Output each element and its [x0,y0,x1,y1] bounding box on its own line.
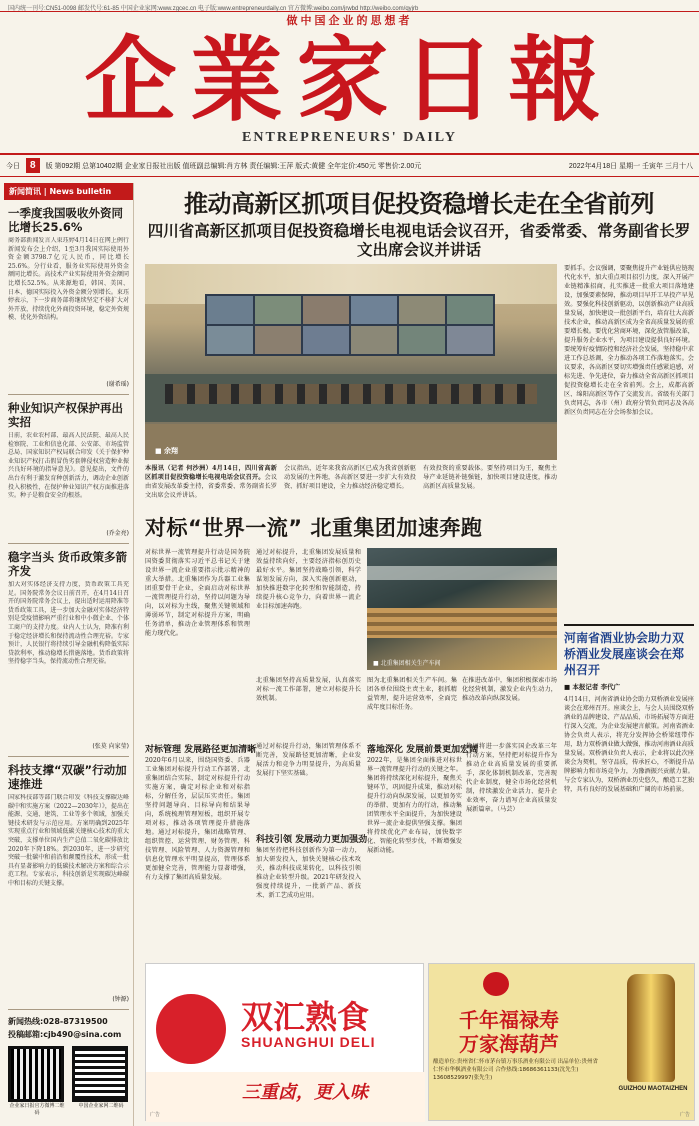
bulletin-author-4: (钟源) [112,996,129,1003]
story2-sign: （马芸） [496,806,519,813]
bulletin-body-3 [8,581,129,741]
news-bulletin-sidebar [4,183,134,1126]
qr-code-icon[interactable] [8,1046,64,1102]
top-info-line: 国内统一刊号:CN51-0098 邮发代号:61-85 中国企业家网:www.zgcec.cn 电子版:www.entrepreneurdaily.cn 官方微博:weibo.com/jrwbd http://weibo.com/qyjrb [0,0,699,12]
factory-photo [367,548,557,670]
advertisement-maotaizhen[interactable] [428,963,695,1121]
bulletin-body-2 [8,432,129,528]
masthead-english: ENTREPRENEURS' DAILY [242,130,457,145]
page-number: 8 [26,158,40,173]
story3-byline: ■ 本报记者 李代广 [564,683,621,691]
lead-subhead: 四川省高新区抓项目促投资稳增长电视电话会议召开，省委常委、常务副省长罗文出席会议并讲话 [147,222,691,259]
story3-body: 4月14日，河南省酒业协会助力双桥酒业发展座谈会在郑州召开。座谈会上，与会人员围绕双桥酒业的品牌建设、产品品质、市场拓展等方面进行深入交流，为企业发展建言献策。河南省酒业协会负责人表示，将充分发挥协会桥梁纽带作用，助力双桥酒业做大做强，推动河南酒业高质量发展。双桥酒业负责人表示，企业将以此次座谈会为契机，坚守品质，传承匠心，不断提升品牌影响力和市场竞争力，为豫酒振兴贡献力量。与会专家认为，双桥酒业历史悠久，酿造工艺独特，具有良好的发展基础和广阔的市场前景。 [564,696,694,793]
meeting-photo [145,264,557,460]
story2-body-col-8: 集团坚持把科技创新作为第一动力，加大研发投入，加快关键核心技术攻关，推动科技成果转化，以科技引领推动企业转型升级。2021年研发投入强度持续提升，一批新产品、新技术、新工艺成功应用。 [256,847,361,899]
story2-headline[interactable]: 对标“世界一流” 北重集团加速奔跑 [145,516,483,540]
bulletin-title-3: 稳字当头 货币政策多箭齐发 [8,550,128,578]
bottle-icon [627,974,675,1082]
bulletin-body-4 [8,794,129,994]
bulletin-title-2: 种业知识产权保护再出实招 [8,401,123,429]
divider [8,543,129,544]
story3-box [564,624,694,959]
divider [8,1009,129,1010]
qr-codes [8,1046,129,1116]
divider [8,394,129,395]
story2-section-2: 科技引领 发展动力更加强劲 [256,835,368,845]
ad2-title-1: 千年福禄寿 [459,1008,559,1032]
story2-body-col-10: 集团将进一步落实国企改革三年行动方案，坚持把对标提升作为推动企业高质量发展的重要抓手，深化体制机制改革，完善现代企业制度，健全市场化经营机制，持续激发企业活力、提升企业效率，奋力谱写企业高质量发展新篇章。（马芸） [466,743,557,813]
qr-label: 中国企业家网二维码 [78,1103,124,1109]
story2-body-col-4: 图为北重集团相关生产车间。集团各单位围绕主责主业，狠抓精益管理，提升运营效率，全面完成年度目标任务。 [367,677,457,711]
story2-body-col-7: 通过对标提升行动，集团管理体系不断完善，发展路径更加清晰，企业发展活力和竞争力明显提升，为高质量发展打下坚实基础。 [256,743,361,777]
story2-body-col-1: 对标世界一流管理提升行动是国务院国资委贯彻落实习近平总书记关于建设世界一流企业重要指示批示精神的重大举措。北重集团作为兵器工业集团重要骨干企业，全面启动对标世界一流管理提升行动，坚持以问题为导向，以对标为主线，聚焦关键领域和薄弱环节，制定对标提升方案，明确任务清单，推动企业管理体系和管理能力现代化。 [145,549,250,637]
bulletin-author-3: (张莫 向家莹) [92,743,129,750]
bulletin-author-2: (乔金亮) [106,530,129,537]
bulletin-title-1: 一季度我国吸收外资同比增长25.6% [8,206,123,234]
lead-body-col-3: 有效投资的重要载体。要坚持项目为王，聚焦主导产业延链补链强链，加快项目建设进度，推动高新区高质量发展。 [423,465,557,490]
lead-body-col-4: 要抓手。会议强调，要聚焦提升产业链供应链现代化水平，加大重点项目招引力度，深入开展产业链精准招商，扎实推进一批重大项目落地建设，加强要素保障，推动项目早开工早投产早见效。要强化科技创新驱动，以创新推动产业高质量发展，加快建设一批创新平台，培育壮大高新技术企业，推动高新区成为全省高质量发展的重要增长极。要优化营商环境，深化放管服改革，提升服务企业水平，为项目建设提供良好环境。要统筹好疫情防控和经济社会发展，坚持稳中求进工作总基调，全力推动各项工作落地落实。会议要求，各高新区要切实增强责任感紧迫感，对标先进、争先进位，奋力推动全省高新区抓项目促投资稳增长走在全省前列。会上，成都高新区、绵阳高新区等作了交流发言。省级有关部门负责同志，各市（州）政府分管负责同志及各高新区负责同志在分会场参加会议。 [564,265,694,416]
ad2-contact: 酿造单位:贵州省仁怀市茅台镇万事乐酒业有限公司 出品单位:贵州省仁怀市华枫酒业有限公司 合作热线:18686361133(沈先生) 13608529997(张先生) [433,1059,598,1081]
lead-body-col-1: 本报讯（记者 何沙洲）4月14日，四川省高新区抓项目促投资稳增长电视电话会议召开。会议由省发展改革委主持，省委常委、常务副省长罗文出席会议并讲话。 [145,465,277,499]
story2-body-col-6: 2020年6月以来，围绕国资委、兵器工业集团对标提升行动工作部署，北重集团结合实际，制定对标提升行动实施方案，确定对标企业和对标指标，分解任务，层层压实责任。集团坚持问题导向、目标导向和结果导向，系统梳理管理短板，组织开展专项对标，推动各项管理提升措施落地。通过对标提升，集团战略管理、组织管控、运营管理、财务管理、科技管理、风险管理、人力资源管理和信息化管理水平明显提高，管理体系更加健全完善，管理能力显著增强，有力支撑了集团高质量发展。 [145,757,250,881]
brand-logo-icon [156,994,226,1064]
photo-caption: ■ 北重集团相关生产车间 [373,660,441,667]
ad-title-en: SHUANGHUI DELI [241,1034,376,1050]
story2-body-col-2: 通过对标提升，北重集团发展质量和效益持续向好，主要经济指标创历史最好水平。集团坚持战略引领，科学谋划发展方向，深入实施创新驱动，加快推进数字化转型和智能制造，持续提升核心竞争力，向着世界一流企业目标加速奔跑。 [256,549,361,610]
slogan: 做中国企业的思想者 [286,14,413,27]
news-hotline: 新闻热线:028-87319500 [8,1017,108,1026]
issue-date: 2022年4月18日 星期一 壬寅年 三月十八 [568,162,693,170]
lead-headline[interactable]: 推动高新区抓项目促投资稳增长走在全省前列 [184,190,654,218]
ad-title: 双汇熟食 [241,998,370,1036]
divider [8,756,129,757]
ad-label: 广告 [150,1112,161,1118]
issue-details: 版 第092期 总第10402期 企业家日报社出版 值班副总编辑:肖方林 责任编辑:王萍 版式:黄健 全年定价:450元 零售价:2.00元 [45,162,422,170]
lead-body-col-2: 会议指出，近年来我省高新区已成为我省创新驱动发展的主阵地，各高新区要进一步扩大有效投资、抓好项目建设，全力推动经济稳定增长。 [284,465,416,490]
today-label: 今日 [6,162,20,170]
qr-code-icon[interactable] [72,1046,128,1102]
photo-caption-text: 图为北重集团相关生产车间。 [367,677,451,684]
story2-section-3: 落地深化 发展前景更加宏阔 [367,745,479,755]
bulletin-title-4: 科技支撑“双碳”行动加速推进 [8,763,127,791]
gourd-logo-icon [483,972,509,996]
sidebar-header: 新闻简讯 | News bulletin [4,183,133,200]
bulletin-author-1: (谢希瑶) [106,381,129,388]
ad-slogan: 三重卤，更入味 [242,1082,368,1103]
story2-body-col-9: 2022年，是集团全面推进对标世界一流管理提升行动的关键之年。集团将持续深化对标提升，聚焦关键环节，巩固提升成果，推动对标提升行动向纵深发展，以更加务实的举措、更加有力的行动，推动集团管理水平全面提升，为加快建设世界一流企业提供坚强支撑。集团将持续优化产业布局，加快数字化、智能化转型步伐，不断增强发展新动能。 [367,757,462,854]
story3-headline[interactable]: 河南省酒业协会助力双桥酒业发展座谈会在郑州召开 [564,631,685,677]
ad2-title-2: 万家海葫芦 [459,1032,559,1056]
advertisement-shuanghui[interactable] [145,963,424,1121]
story2-body-col-3: 北重集团坚持高质量发展，认真落实对标一流工作部署，建立对标提升长效机制。 [256,677,361,702]
photo-credit: ■ 余翔 [155,447,179,455]
issue-info-bar [0,153,699,177]
qr-block [72,1046,130,1116]
story2-body-col-5: 在推进改革中，集团积极探索市场化经营机制，激发企业内生动力，推动改革向纵深发展。 [462,677,557,702]
masthead: 企業家日報 [84,26,615,134]
story2-section-1: 对标管理 发展路径更加清晰 [145,745,257,755]
submission-email: 投稿邮箱:cjb490@sina.com [8,1030,122,1039]
qr-label: 企业家日报官方微博二维码 [9,1103,65,1116]
ad-label: 广告 [679,1112,690,1118]
bulletin-body-1 [8,237,129,379]
video-wall [205,294,495,356]
lead-byline: 本报讯（记者 何沙洲）4月14日，四川省高新区抓项目促投资稳增长电视电话会议召开。 [145,465,277,481]
qr-block [8,1046,66,1116]
ad2-brand: GUIZHOU MAOTAIZHEN [618,1086,688,1092]
